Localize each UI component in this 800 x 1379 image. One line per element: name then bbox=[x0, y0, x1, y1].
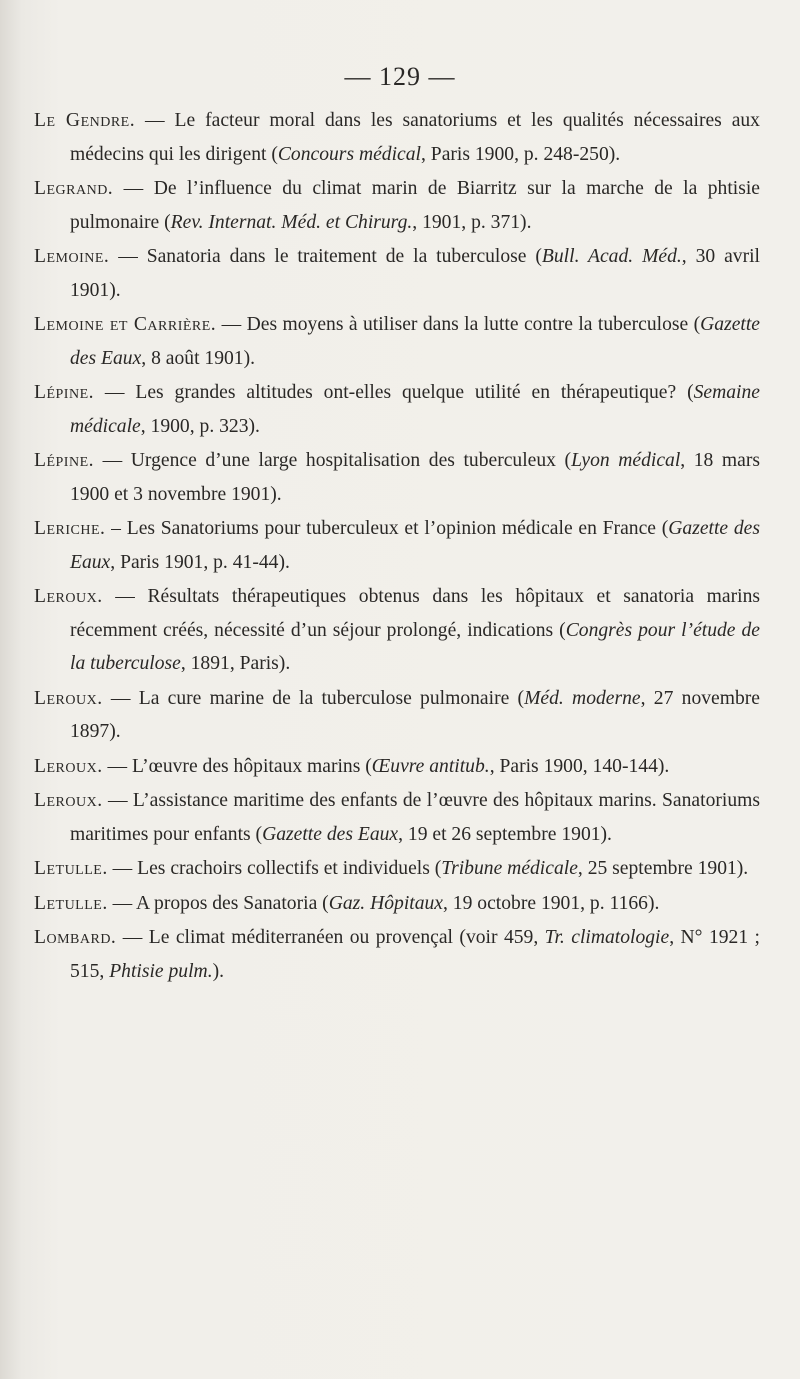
entry-text: — Résultats thérapeutiques obtenus dans les hôpitaux et sanatoria marins récemment créés, nécessité d’un séjour prolongé, indications ( bbox=[70, 586, 760, 641]
bibliography-entry bbox=[34, 240, 760, 307]
entry-source: Tr. climatologie bbox=[544, 927, 670, 948]
entry-source: Gazette des Eaux bbox=[262, 823, 399, 845]
bibliography-entry bbox=[34, 852, 760, 886]
entry-citation: , 1891, Paris). bbox=[180, 653, 291, 674]
entry-source: Gazette des Eaux bbox=[70, 518, 760, 573]
entry-source: Lyon médical bbox=[571, 450, 681, 471]
entry-source: Méd. moderne bbox=[524, 687, 641, 709]
entry-author: Letulle. bbox=[34, 892, 108, 914]
entry-source: Rev. Internat. Méd. et Chirurg. bbox=[170, 211, 413, 233]
bibliography-entry bbox=[34, 104, 760, 171]
entry-text: — De l’influence du climat marin de Biarritz sur la marche de la phtisie pulmonaire ( bbox=[70, 178, 760, 233]
page-number: — 129 — bbox=[344, 62, 456, 91]
entry-text: — Les crachoirs collectifs et individuels ( bbox=[107, 858, 442, 879]
entry-citation: , 19 et 26 septembre 1901). bbox=[398, 823, 612, 845]
entry-citation: , 8 août 1901). bbox=[141, 347, 256, 369]
entry-author: Leroux. bbox=[34, 687, 103, 709]
entry-source: Concours médical bbox=[277, 143, 421, 165]
entry-author: Leriche. bbox=[34, 518, 106, 539]
entry-text: — Le facteur moral dans les sanatoriums et les qualités nécessaires aux médecins qui les dirigent ( bbox=[70, 110, 760, 165]
entry-text: — Des moyens à utiliser dans la lutte contre la tuberculose ( bbox=[216, 314, 701, 335]
entry-citation: , 19 octobre 1901, p. 1166). bbox=[443, 892, 660, 914]
bibliography-entry bbox=[34, 308, 760, 375]
entry-text: — La cure marine de la tuberculose pulmonaire ( bbox=[102, 687, 525, 709]
bibliography-entry bbox=[34, 376, 760, 443]
entry-citation-end: ). bbox=[212, 960, 225, 982]
bibliography-entry bbox=[34, 172, 760, 239]
entry-text: – Les Sanatoriums pour tuberculeux et l’opinion médicale en France ( bbox=[105, 518, 669, 539]
bibliography-list bbox=[34, 104, 760, 989]
entry-author: Letulle. bbox=[34, 858, 108, 879]
entry-text: — L’œuvre des hôpitaux marins ( bbox=[102, 755, 372, 777]
entry-citation: , 30 avril 1901). bbox=[70, 246, 760, 301]
entry-author: Lombard. bbox=[34, 927, 117, 948]
entry-source-secondary: Phtisie pulm. bbox=[109, 960, 213, 982]
entry-citation: , Paris 1901, p. 41-44). bbox=[110, 551, 290, 573]
bibliography-entry bbox=[34, 784, 760, 851]
entry-citation: , 1900, p. 323). bbox=[140, 415, 260, 437]
entry-text: — Sanatoria dans le traitement de la tuberculose ( bbox=[109, 246, 542, 267]
entry-author: Lemoine et Carrière. bbox=[34, 314, 217, 335]
entry-author: Leroux. bbox=[34, 790, 103, 811]
entry-citation: , 25 septembre 1901). bbox=[577, 858, 749, 879]
entry-text: — A propos des Sanatoria ( bbox=[107, 892, 329, 914]
bibliography-entry bbox=[34, 921, 760, 988]
bibliography-entry bbox=[34, 444, 760, 511]
entry-citation: , Paris 1900, 140-144). bbox=[489, 755, 670, 777]
entry-source: Gazette des Eaux bbox=[70, 314, 760, 369]
entry-text: — Urgence d’une large hospitalisation des tuberculeux ( bbox=[94, 450, 572, 471]
entry-author: Lépine. bbox=[34, 382, 95, 403]
entry-author: Leroux. bbox=[34, 755, 103, 777]
entry-citation: , N° 1921 ; 515, bbox=[70, 927, 760, 982]
entry-citation: , 1901, p. 371). bbox=[412, 211, 532, 233]
bibliography-entry bbox=[34, 682, 760, 749]
entry-author: Le Gendre. bbox=[34, 110, 136, 131]
entry-citation: , 18 mars 1900 et 3 novembre 1901). bbox=[70, 450, 760, 505]
entry-source: Tribune médicale bbox=[441, 858, 578, 879]
entry-citation: , Paris 1900, p. 248-250). bbox=[421, 143, 621, 165]
entry-source: Œuvre antitub. bbox=[371, 755, 490, 777]
entry-author: Lemoine. bbox=[34, 246, 110, 267]
entry-author: Leroux. bbox=[34, 586, 103, 607]
entry-source: Congrès pour l’étude de la tuberculose bbox=[70, 619, 760, 674]
entry-source: Semaine médicale bbox=[70, 382, 760, 437]
bibliography-entry bbox=[34, 887, 760, 921]
entry-text: — Les grandes altitudes ont-elles quelque utilité en thérapeutique? ( bbox=[94, 382, 694, 403]
bibliography-entry bbox=[34, 512, 760, 579]
entry-source: Bull. Acad. Méd. bbox=[541, 246, 682, 267]
bibliography-entry bbox=[34, 750, 760, 784]
entry-text: — Le climat méditerranéen ou provençal (voir 459, bbox=[116, 927, 545, 948]
entry-source: Gaz. Hôpitaux bbox=[328, 892, 443, 914]
bibliography-entry bbox=[34, 580, 760, 681]
entry-author: Legrand. bbox=[34, 178, 114, 199]
entry-text: — L’assistance maritime des enfants de l’œuvre des hôpitaux marins. Sanatoriums maritimes pour enfants ( bbox=[70, 790, 760, 845]
entry-author: Lépine. bbox=[34, 450, 95, 471]
entry-citation: , 27 novembre 1897). bbox=[70, 687, 760, 742]
